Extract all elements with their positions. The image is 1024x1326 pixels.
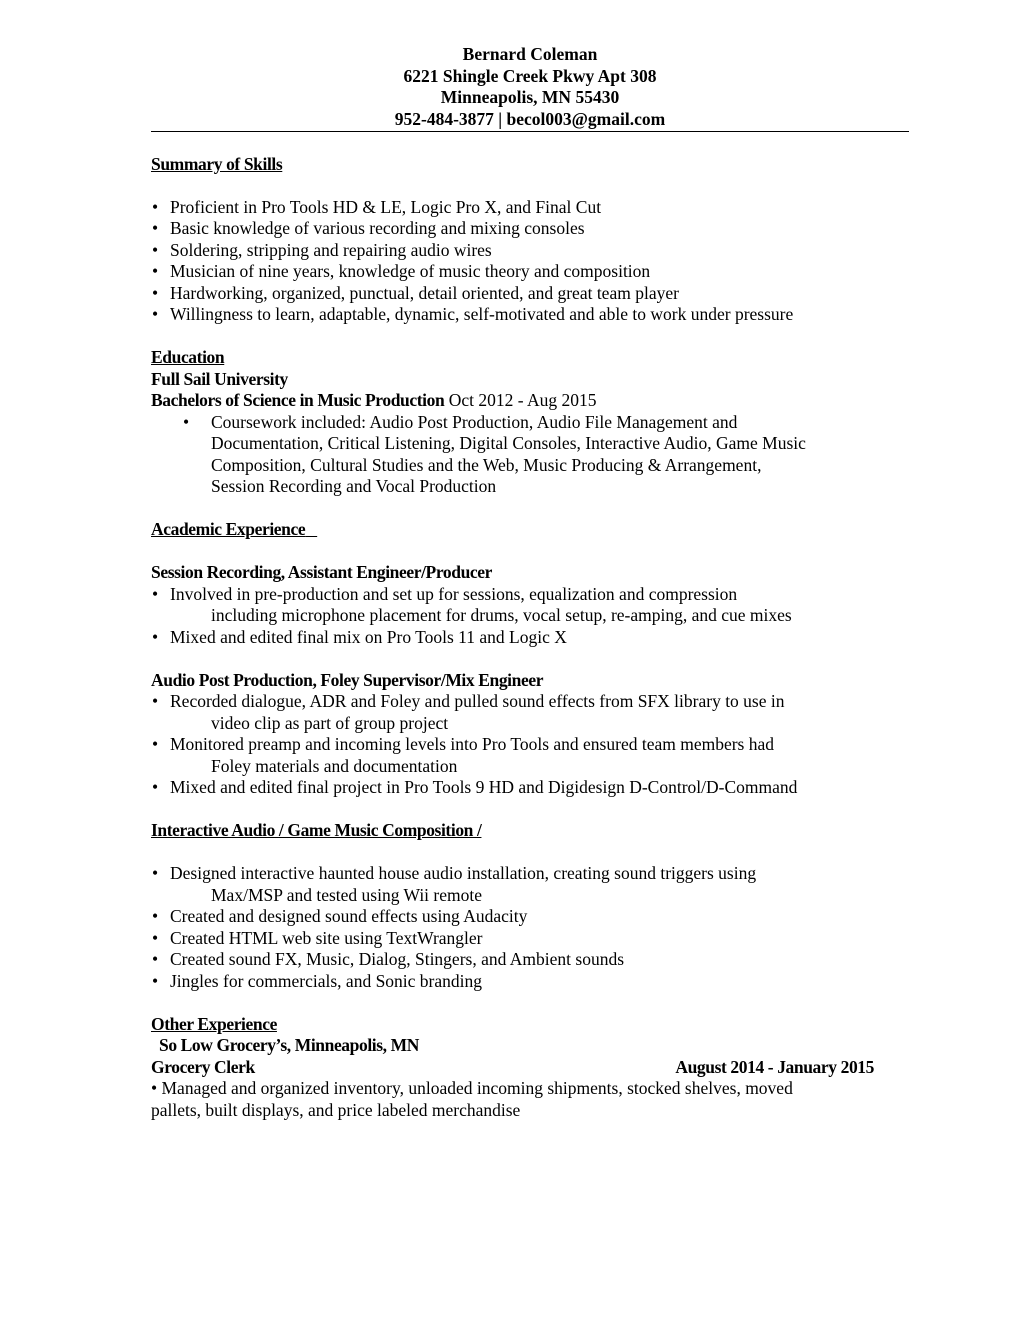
bullet-glyph: • (152, 196, 159, 217)
bullet-glyph: • (152, 282, 159, 303)
interactive-section-title: Interactive Audio / Game Music Composition / (151, 820, 482, 840)
session-heading: Session Recording, Assistant Engineer/Producer (151, 562, 493, 582)
list-item: • Willingness to learn, adaptable, dynamic, self-motivated and able to work under pressure (152, 304, 794, 324)
bullet-glyph: • (152, 906, 159, 926)
degree-name: Bachelors of Science in Music Production (151, 390, 445, 410)
resume-header (151, 44, 909, 130)
list-item: • Soldering, stripping and repairing audio wires (152, 239, 492, 260)
job-dates: August 2014 - January 2015 (675, 1056, 874, 1077)
other-section-title: Other Experience (151, 1013, 277, 1034)
bullet-glyph: • (152, 970, 159, 991)
post-production-heading: Audio Post Production, Foley Supervisor/Mix Engineer (151, 669, 544, 690)
list-item: • Created HTML web site using TextWrangler (152, 927, 483, 948)
bullet-glyph: • (152, 304, 159, 324)
skills-list (151, 197, 909, 326)
list-item: • Involved in pre-production and set up for sessions, equalization and compression including microphone placement for drums, vocal setup, re-amping, and cue mixes (152, 583, 792, 625)
job-role: Grocery Clerk (151, 1056, 255, 1077)
candidate-name: Bernard Coleman (462, 44, 598, 64)
list-item: • Mixed and edited final project in Pro Tools 9 HD and Digidesign D-Control/D-Command (152, 777, 798, 797)
degree-dates: Oct 2012 - Aug 2015 (444, 390, 597, 410)
list-item: • Recorded dialogue, ADR and Foley and pulled sound effects from SFX library to use in video clip as part of group project (152, 691, 785, 733)
bullet-glyph: • (152, 863, 159, 883)
bullet-glyph: • (152, 626, 159, 647)
list-item: • Musician of nine years, knowledge of music theory and composition (152, 261, 651, 281)
skills-section-title: Summary of Skills (151, 153, 283, 174)
bullet-glyph: • (152, 261, 159, 281)
list-item: • Created and designed sound effects using Audacity (152, 906, 528, 926)
employer-name: So Low Grocery’s, Minneapolis, MN (159, 1035, 419, 1055)
address-line-2: Minneapolis, MN 55430 (440, 87, 620, 107)
list-item: • Coursework included: Audio Post Production, Audio File Management and Documentation, Critical Listening, Digital Consoles, Interactive Audio, Game Music Composition, Cultural Studies and the Web, Music Producing & Arrangement, Session Recording and Vocal Production (183, 411, 806, 496)
bullet-glyph: • (152, 239, 159, 260)
list-item: • Created sound FX, Music, Dialog, Stingers, and Ambient sounds (152, 949, 625, 969)
bullet-glyph: • (152, 927, 159, 948)
bullet-glyph: • (152, 734, 159, 754)
list-item: • Monitored preamp and incoming levels into Pro Tools and ensured team members had Foley materials and documentation (152, 734, 775, 776)
list-item: • Jingles for commercials, and Sonic branding (152, 970, 483, 991)
contact-line: 952-484-3877 | becol003@gmail.com (394, 108, 666, 129)
interactive-list (151, 863, 909, 992)
list-item: • Mixed and edited final mix on Pro Tools 11 and Logic X (152, 626, 567, 647)
list-item: • Hardworking, organized, punctual, detail oriented, and great team player (152, 282, 679, 303)
list-item: • Designed interactive haunted house audio installation, creating sound triggers using Max/MSP and tested using Wii remote (152, 863, 757, 905)
session-list (151, 584, 909, 649)
bullet-glyph: • (152, 218, 159, 238)
list-item: • Basic knowledge of various recording and mixing consoles (152, 218, 585, 238)
bullet-glyph: • (152, 691, 159, 711)
academic-section-title: Academic Experience (151, 519, 306, 539)
bullet-glyph: • (152, 583, 159, 604)
resume-page (151, 44, 909, 1121)
list-item: • Proficient in Pro Tools HD & LE, Logic Pro X, and Final Cut (152, 196, 602, 217)
job-description-line-1: • Managed and organized inventory, unloaded incoming shipments, stocked shelves, moved (151, 1078, 793, 1098)
bullet-glyph: • (152, 777, 159, 797)
education-section-title: Education (151, 347, 225, 367)
degree-line (151, 390, 909, 412)
coursework-list (151, 412, 909, 498)
job-row (151, 1057, 874, 1079)
post-production-list (151, 691, 909, 799)
address-line-1: 6221 Shingle Creek Pkwy Apt 308 (403, 65, 657, 86)
bullet-glyph: • (152, 949, 159, 969)
bullet-glyph: • (183, 411, 190, 432)
school-name: Full Sail University (151, 368, 288, 389)
job-description-line-2: pallets, built displays, and price labeled merchandise (151, 1099, 521, 1120)
